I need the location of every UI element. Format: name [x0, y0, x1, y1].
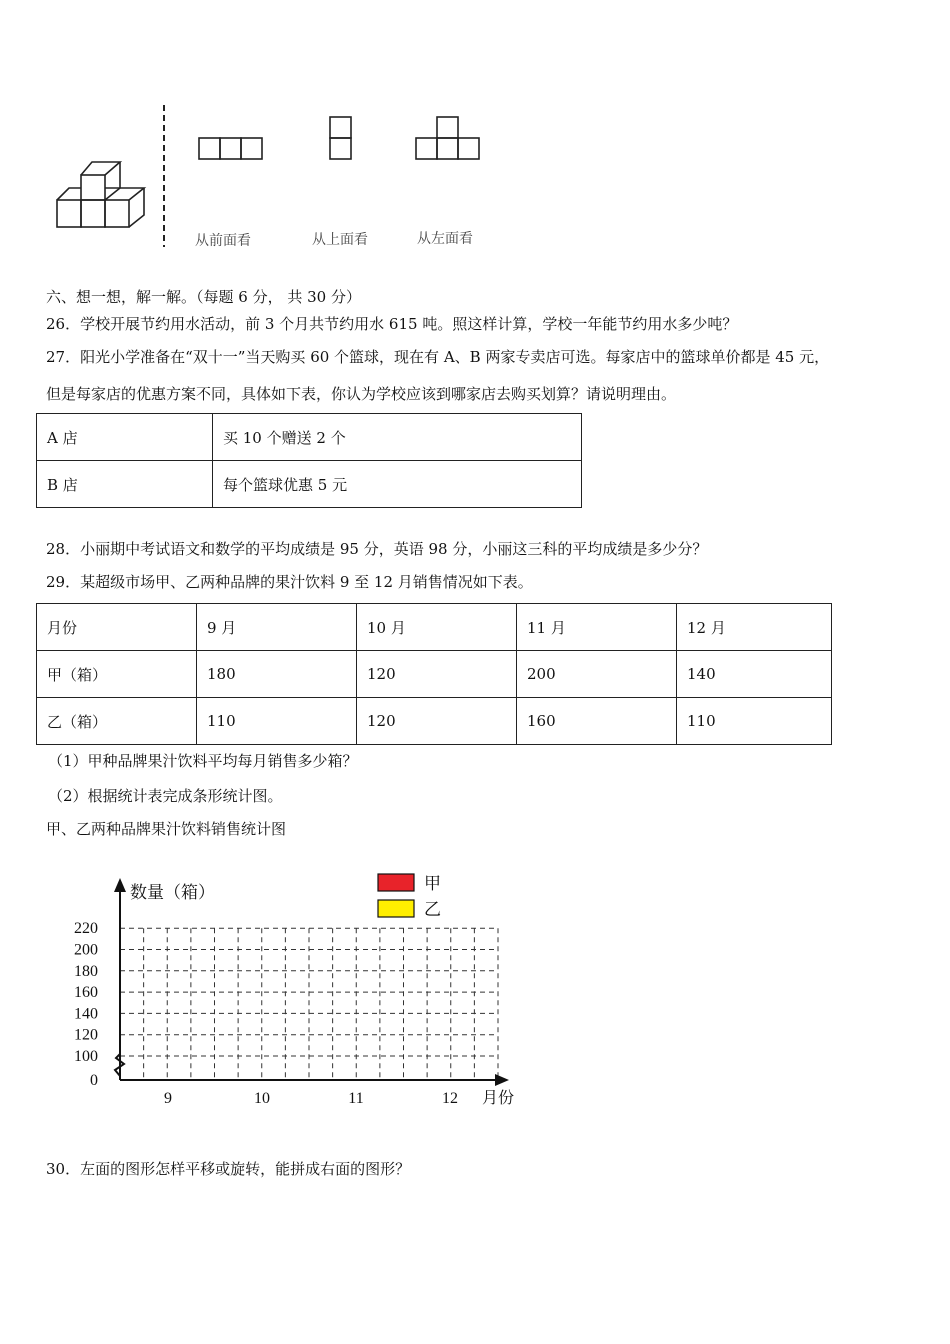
- chart-axes: [114, 878, 509, 1086]
- question-27-line2: 但是每家店的优惠方案不同，具体如下表，你认为学校应该到哪家店去购买划算？请说明理由。: [46, 385, 677, 403]
- table-row: [37, 461, 582, 508]
- y-tick-label: 160: [74, 984, 98, 1002]
- row-label-cell: 甲（箱）: [37, 651, 197, 698]
- store-cell: A 店: [37, 414, 213, 461]
- header-cell: 月份: [37, 604, 197, 651]
- value-cell: 180: [197, 651, 357, 698]
- chart-grid: [120, 928, 498, 1080]
- x-tick-label: 11: [348, 1090, 364, 1107]
- cube-stack-drawing: [57, 162, 144, 227]
- value-cell: 160: [517, 698, 677, 745]
- x-tick-labels: [164, 1090, 458, 1107]
- y-tick-label: 0: [90, 1072, 98, 1089]
- front-view-label: 从前面看: [195, 233, 251, 249]
- question-27-line1: 27．阳光小学准备在“双十一”当天购买 60 个篮球，现在有 A、B 两家专卖店可选。每家店中的篮球单价都是 45 元，: [46, 348, 830, 366]
- top-view-drawing: [330, 117, 351, 159]
- offer-cell: 每个篮球优惠 5 元: [213, 461, 582, 508]
- section-title: 六、想一想，解一解。（每题 6 分， 共 30 分）: [46, 288, 361, 306]
- question-28: 28．小丽期中考试语文和数学的平均成绩是 95 分，英语 98 分，小丽这三科的平均成绩是多少分？: [46, 540, 708, 558]
- chart-caption: 甲、乙两种品牌果汁饮料销售统计图: [46, 820, 287, 838]
- table-row: [37, 414, 582, 461]
- y-tick-labels: [74, 920, 98, 1089]
- offer-cell: 买 10 个赠送 2 个: [213, 414, 582, 461]
- chart-legend: [378, 874, 441, 919]
- store-cell: B 店: [37, 461, 213, 508]
- question-29-intro: 29．某超级市场甲、乙两种品牌的果汁饮料 9 至 12 月销售情况如下表。: [46, 573, 533, 591]
- value-cell: 140: [677, 651, 832, 698]
- left-view-label: 从左面看: [417, 231, 473, 247]
- header-cell: 12 月: [677, 604, 832, 651]
- store-offer-table: [36, 413, 582, 508]
- y-axis-title: 数量（箱）: [130, 883, 215, 902]
- header-cell: 11 月: [517, 604, 677, 651]
- legend-label: 乙: [424, 900, 441, 919]
- value-cell: 120: [357, 651, 517, 698]
- question-30: 30．左面的图形怎样平移或旋转，能拼成右面的图形？: [46, 1160, 411, 1178]
- question-29-sub1: （1）甲种品牌果汁饮料平均每月销售多少箱？: [48, 752, 358, 770]
- y-tick-label: 200: [74, 941, 98, 959]
- legend-label: 甲: [424, 874, 441, 893]
- y-tick-label: 220: [74, 920, 98, 938]
- top-view-label: 从上面看: [312, 232, 368, 248]
- x-tick-label: 9: [164, 1090, 172, 1107]
- y-axis-arrow: [114, 878, 126, 892]
- y-tick-label: 120: [74, 1026, 98, 1044]
- question-26: 26．学校开展节约用水活动，前 3 个月共节约用水 615 吨。照这样计算，学校一年能节约用水多少吨？: [46, 315, 738, 333]
- question-29-sub2: （2）根据统计表完成条形统计图。: [48, 787, 283, 805]
- row-label-cell: 乙（箱）: [37, 698, 197, 745]
- value-cell: 110: [197, 698, 357, 745]
- table-row: [37, 651, 832, 698]
- x-axis-title: 月份: [482, 1090, 515, 1107]
- y-tick-label: 140: [74, 1005, 98, 1023]
- value-cell: 120: [357, 698, 517, 745]
- legend-swatch: [378, 900, 414, 917]
- x-axis-arrow: [495, 1074, 509, 1086]
- sales-bar-chart: [60, 860, 530, 1120]
- value-cell: 110: [677, 698, 832, 745]
- header-cell: 9 月: [197, 604, 357, 651]
- left-view-drawing: [416, 117, 479, 159]
- table-header-row: [37, 604, 832, 651]
- y-tick-label: 180: [74, 962, 98, 980]
- table-row: [37, 698, 832, 745]
- front-view-drawing: [199, 138, 262, 159]
- sales-table: [36, 603, 832, 745]
- value-cell: 200: [517, 651, 677, 698]
- x-tick-label: 12: [442, 1090, 458, 1107]
- legend-swatch: [378, 874, 414, 891]
- x-tick-label: 10: [254, 1090, 270, 1107]
- header-cell: 10 月: [357, 604, 517, 651]
- y-tick-label: 100: [74, 1048, 98, 1065]
